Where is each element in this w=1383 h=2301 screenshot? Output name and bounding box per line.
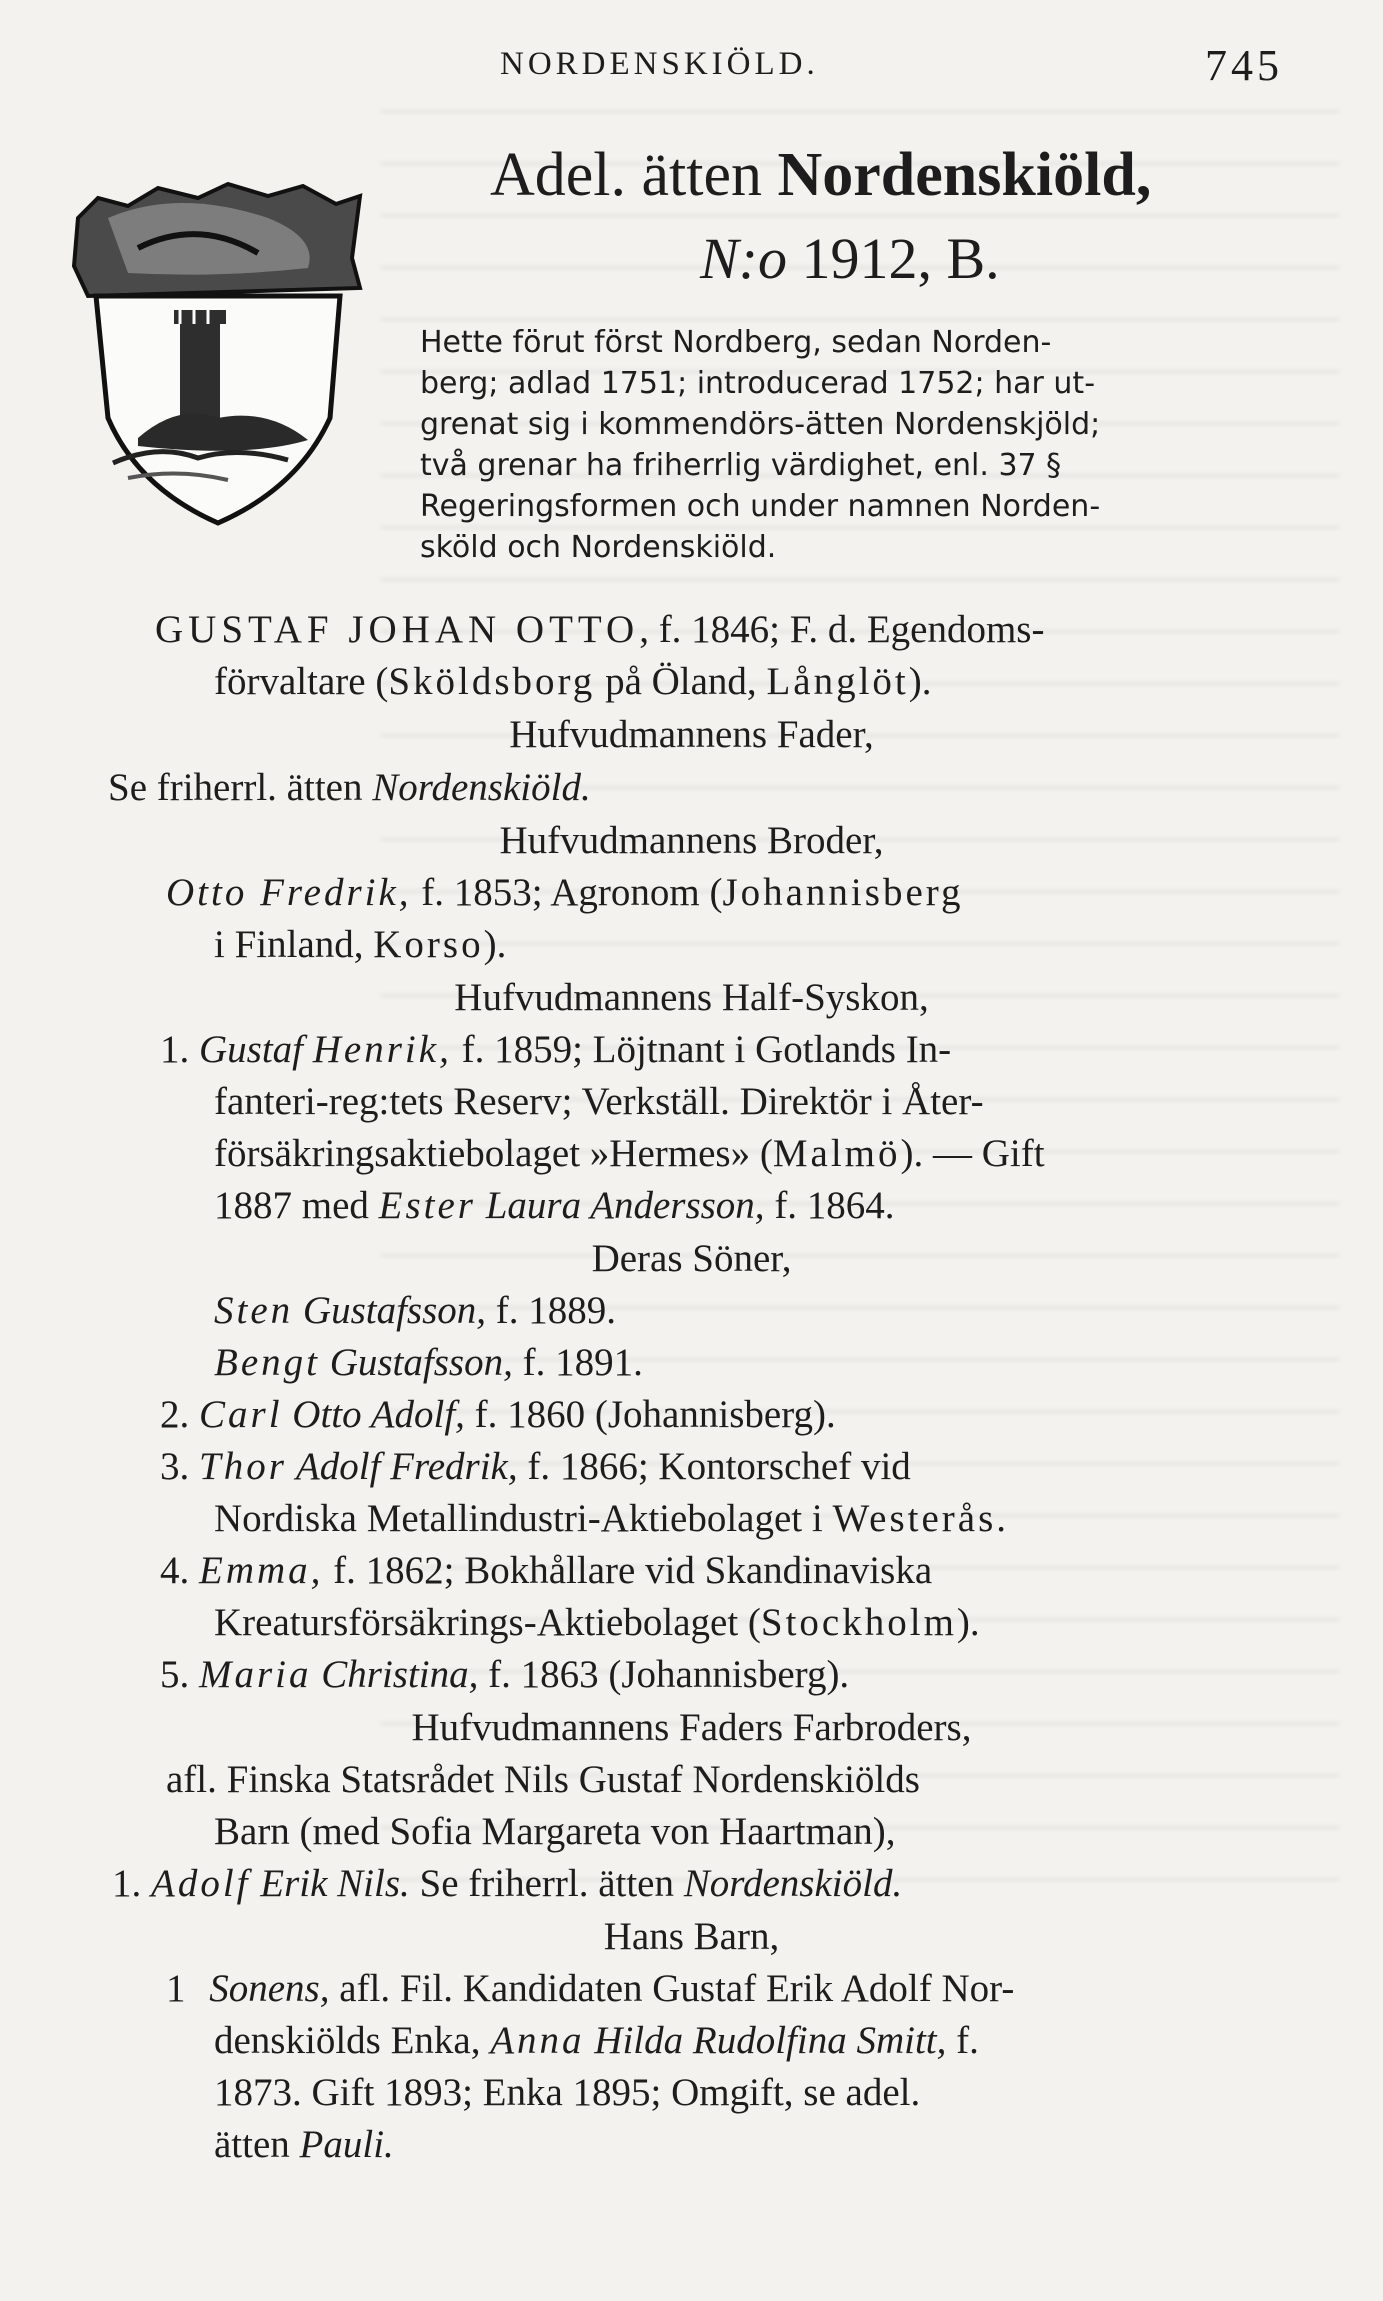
head-text: förvaltare ( <box>214 660 389 703</box>
person-name: Sten <box>214 1289 294 1332</box>
intro-line: berg; adlad 1751; introducerad 1752; har ut- <box>420 366 1096 401</box>
page-number: 745 <box>1205 41 1283 90</box>
section-heading: Hufvudmannens Faders Farbroders, <box>411 1706 972 1749</box>
entry-text: f. 1866; Kontorschef vid <box>517 1445 911 1488</box>
entry-text: ). — Gift <box>900 1132 1045 1175</box>
intro-line: två grenar ha friherrlig värdighet, enl. 37 § <box>420 448 1062 483</box>
entry-number: 1 <box>166 1967 186 2010</box>
hans-barn-line-2 <box>214 2018 979 2070</box>
person-name: Carl <box>199 1393 283 1436</box>
son-1-line <box>214 1288 616 1340</box>
place-name: Sköldsborg <box>388 660 596 703</box>
person-name: Laura Andersson, <box>475 1184 765 1227</box>
person-name: Ester <box>378 1184 476 1227</box>
place-name: Stockholm <box>760 1601 957 1644</box>
cross-reference: Nordenskiöld. <box>372 766 591 809</box>
sibling-5-line <box>160 1652 849 1704</box>
intro-line: Hette förut först Nordberg, sedan Norden- <box>420 325 1052 360</box>
entry-number: 1. <box>112 1862 142 1905</box>
family-title-prefix: Adel. ätten <box>490 141 763 209</box>
person-name: Hilda Rudolfina Smitt, <box>584 2019 947 2062</box>
family-name: Nordenskiöld, <box>777 141 1152 209</box>
entry-text: f. 1889. <box>486 1289 617 1332</box>
farbroders-child-line <box>112 1861 902 1913</box>
place-name: Korso <box>373 923 484 966</box>
entry-text: denskiölds Enka, <box>214 2019 491 2062</box>
place-name: Långlöt <box>766 660 909 703</box>
broder-line-2 <box>214 922 506 974</box>
entry-text: f. <box>946 2019 979 2062</box>
section-heading: Hans Barn, <box>603 1915 780 1958</box>
person-name: Gustafsson, <box>293 1289 487 1332</box>
place-name: Westerås <box>832 1497 997 1540</box>
entry-number: 2. <box>160 1393 190 1436</box>
person-name: Otto Fredrik, <box>166 871 412 914</box>
person-name: Erik Nils. <box>250 1862 410 1905</box>
entry-text: f. 1864. <box>764 1184 895 1227</box>
sibling-3-line-2 <box>214 1496 1006 1548</box>
farbroders-line-2: Barn (med Sofia Margareta von Haartman), <box>214 1810 896 1853</box>
intro-paragraph <box>420 322 1310 568</box>
head-text: ). <box>908 660 932 703</box>
hans-barn-line-1 <box>166 1966 1014 2018</box>
farbroders-line-1: afl. Finska Statsrådet Nils Gustaf Nordenskiölds <box>166 1758 920 1801</box>
entry-number: 3. <box>160 1445 190 1488</box>
person-name: Thor <box>199 1445 287 1488</box>
entry-text: f. 1859; Löjtnant i Gotlands In- <box>451 1028 952 1071</box>
intro-line: sköld och Nordenskiöld. <box>420 530 777 565</box>
broder-text: f. 1853; Agronom ( <box>411 871 723 914</box>
entry-text: f. 1862; Bokhållare vid Skandinaviska <box>323 1549 933 1592</box>
entry-text: försäkringsaktiebolaget »Hermes» ( <box>214 1132 773 1175</box>
broder-text: i Finland, <box>214 923 374 966</box>
person-name: Henrik, <box>312 1028 452 1071</box>
head-text: på Öland, <box>595 660 767 703</box>
person-name: Maria <box>199 1653 312 1696</box>
intro-line: Regeringsformen och under namnen Norden- <box>420 489 1101 524</box>
entry-text: . <box>996 1497 1007 1540</box>
entry-number: 1. <box>160 1028 190 1071</box>
place-name: Johannisberg <box>722 871 964 914</box>
head-line-2 <box>214 659 932 711</box>
cross-reference: Nordenskiöld. <box>683 1862 903 1905</box>
number-value: 1912, B. <box>801 226 1000 291</box>
section-heading: Hufvudmannens Broder, <box>499 819 884 862</box>
person-name: Gustafsson, <box>319 1341 513 1384</box>
person-name: Adolf <box>151 1862 251 1905</box>
family-title <box>490 140 1151 211</box>
person-name: Anna <box>490 2019 585 2062</box>
entry-text: f. 1891. <box>512 1341 643 1384</box>
fader-line <box>108 765 591 817</box>
head-text: , f. 1846; F. d. Egendoms- <box>639 608 1045 651</box>
entry-text: Nordiska Metallindustri-Aktiebolaget i <box>214 1497 833 1540</box>
running-title: NORDENSKIÖLD. <box>500 46 819 82</box>
entry-label: Sonens, <box>209 1967 330 2010</box>
head-line-1 <box>155 607 1044 659</box>
entry-number: 5. <box>160 1653 190 1696</box>
sibling-1-line-2: fanteri-reg:tets Reserv; Verkställ. Direktör i Åter- <box>214 1080 984 1123</box>
place-name: Malmö <box>772 1132 901 1175</box>
sibling-4-line-2 <box>214 1600 980 1652</box>
person-name: Christina, <box>311 1653 479 1696</box>
cross-reference: Pauli. <box>299 2123 394 2166</box>
broder-line-1 <box>166 870 964 922</box>
sibling-1-line-3 <box>214 1131 1045 1183</box>
broder-text: ). <box>483 923 507 966</box>
person-name: Gustaf <box>199 1028 313 1071</box>
person-name: Emma, <box>199 1549 324 1592</box>
entry-text: afl. Fil. Kandidaten Gustaf Erik Adolf Nor- <box>329 1967 1015 2010</box>
sibling-4-line-1 <box>160 1548 932 1600</box>
hans-barn-line-4 <box>214 2122 394 2174</box>
family-number <box>700 225 1000 292</box>
entry-text: Se friherrl. ätten <box>409 1862 684 1905</box>
running-head <box>0 40 1383 90</box>
entry-text: ätten <box>214 2123 300 2166</box>
person-name: Otto Adolf, <box>282 1393 465 1436</box>
section-heading: Deras Söner, <box>591 1237 792 1280</box>
son-2-line <box>214 1340 643 1392</box>
hans-barn-line-3: 1873. Gift 1893; Enka 1895; Omgift, se adel. <box>214 2071 921 2114</box>
fader-text: Se friherrl. ätten <box>108 766 373 809</box>
intro-line: grenat sig i kommendörs-ätten Nordenskjöld; <box>420 407 1101 442</box>
entry-text: Kreatursförsäkrings-Aktiebolaget ( <box>214 1601 761 1644</box>
section-heading: Hufvudmannens Fader, <box>509 713 874 756</box>
number-abbrev: N:o <box>700 226 787 291</box>
section-heading: Hufvudmannens Half-Syskon, <box>454 976 929 1019</box>
person-name: Bengt <box>214 1341 320 1384</box>
sibling-1-line-1 <box>160 1027 951 1079</box>
sibling-2-line <box>160 1392 836 1444</box>
sibling-3-line-1 <box>160 1444 911 1496</box>
coat-of-arms-illustration <box>68 178 368 538</box>
person-name: Adolf Fredrik, <box>286 1445 518 1488</box>
entry-text: f. 1863 (Johannisberg). <box>478 1653 850 1696</box>
sibling-1-line-4 <box>214 1183 895 1235</box>
head-name: GUSTAF JOHAN OTTO <box>155 608 640 651</box>
entry-number: 4. <box>160 1549 190 1592</box>
entry-text: 1887 med <box>214 1184 379 1227</box>
entry-text: f. 1860 (Johannisberg). <box>464 1393 836 1436</box>
entry-text: ). <box>956 1601 980 1644</box>
